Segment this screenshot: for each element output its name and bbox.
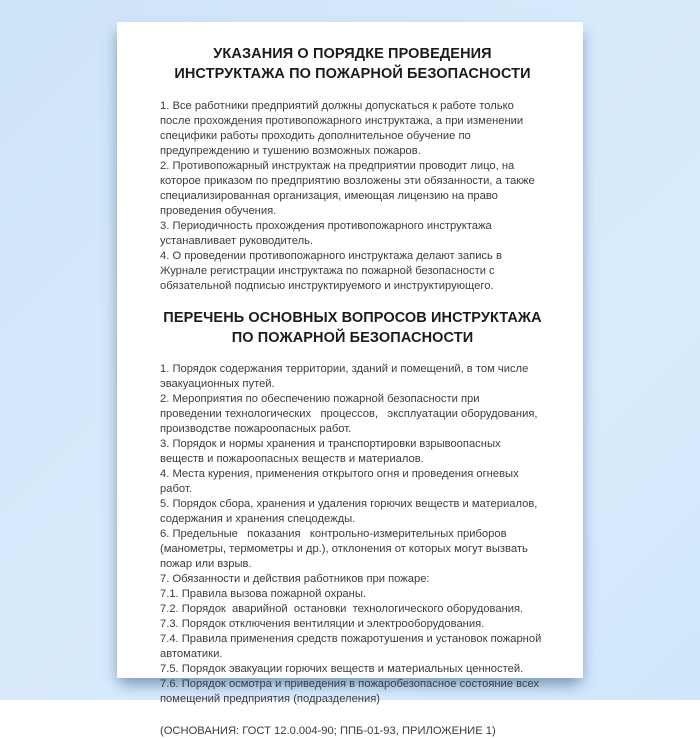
paragraph: 7.1. Правила вызова пожарной охраны. <box>160 588 366 600</box>
paragraph: 6. Предельные показания контрольно-измерительных приборов (манометры, термометры и др.), отклонения от которых могут вызвать пожар или взрыв. <box>160 528 531 570</box>
paragraph: 7. Обязанности и действия работников при пожаре: <box>160 573 430 585</box>
paragraph: 2. Противопожарный инструктаж на предприятии проводит лицо, на которое приказом по предприятию возложены эти обязанности, а также специализированная организация, имеющая лицензию на право проведения обучения. <box>160 160 538 217</box>
paragraph: 2. Мероприятия по обеспечению пожарной безопасности при проведении технологических процессов, эксплуатации оборудования, производстве пожароопасных работ. <box>160 393 541 435</box>
paragraph: 3. Порядок и нормы хранения и транспортировки взрывоопасных веществ и пожароопасных веществ и материалов. <box>160 438 504 465</box>
document-page <box>117 22 583 737</box>
paragraph: 3. Периодичность прохождения противопожарного инструктажа устанавливает руководитель. <box>160 220 495 247</box>
paragraph: 4. О проведении противопожарного инструктажа делают запись в Журнале регистрации инструктажа по пожарной безопасности с обязательной подписью инструктируемого и инструктирующего. <box>160 250 506 292</box>
paragraph: 7.3. Порядок отключения вентиляции и электрооборудования. <box>160 618 485 630</box>
paragraph: 7.2. Порядок аварийной остановки технологического оборудования. <box>160 603 524 615</box>
paragraph: 7.6. Порядок осмотра и приведения в пожаробезопасное состояние всех помещений предприятия (подразделения) <box>160 678 543 705</box>
section-title-main-questions-list: ПЕРЕЧЕНЬ ОСНОВНЫХ ВОПРОСОВ ИНСТРУКТАЖА ПО ПОЖАРНОЙ БЕЗОПАСНОСТИ <box>163 310 542 346</box>
paragraph: 7.5. Порядок эвакуации горючих веществ и материальных ценностей. <box>160 663 524 675</box>
section-title-instruction-procedure: УКАЗАНИЯ О ПОРЯДКЕ ПРОВЕДЕНИЯ ИНСТРУКТАЖА ПО ПОЖАРНОЙ БЕЗОПАСНОСТИ <box>174 46 531 82</box>
paragraph: 7.4. Правила применения средств пожаротушения и установок пожарной автоматики. <box>160 633 545 660</box>
paragraph: 5. Порядок сбора, хранения и удаления горючих веществ и материалов, содержания и хранения спецодежды. <box>160 498 541 525</box>
paragraph: 1. Порядок содержания территории, зданий и помещений, в том числе эвакуационных путей. <box>160 363 532 390</box>
paragraph: 1. Все работники предприятий должны допускаться к работе только после прохождения противопожарного инструктажа, а при изменении специфики работы проходить дополнительное обучение по предупреждению и тушению возможных пожаров. <box>160 100 527 157</box>
legal-basis-note: (ОСНОВАНИЯ: ГОСТ 12.0.004-90; ППБ-01-93, ПРИЛОЖЕНИЕ 1) <box>160 725 496 737</box>
paragraph: 4. Места курения, применения открытого огня и проведения огневых работ. <box>160 468 522 495</box>
